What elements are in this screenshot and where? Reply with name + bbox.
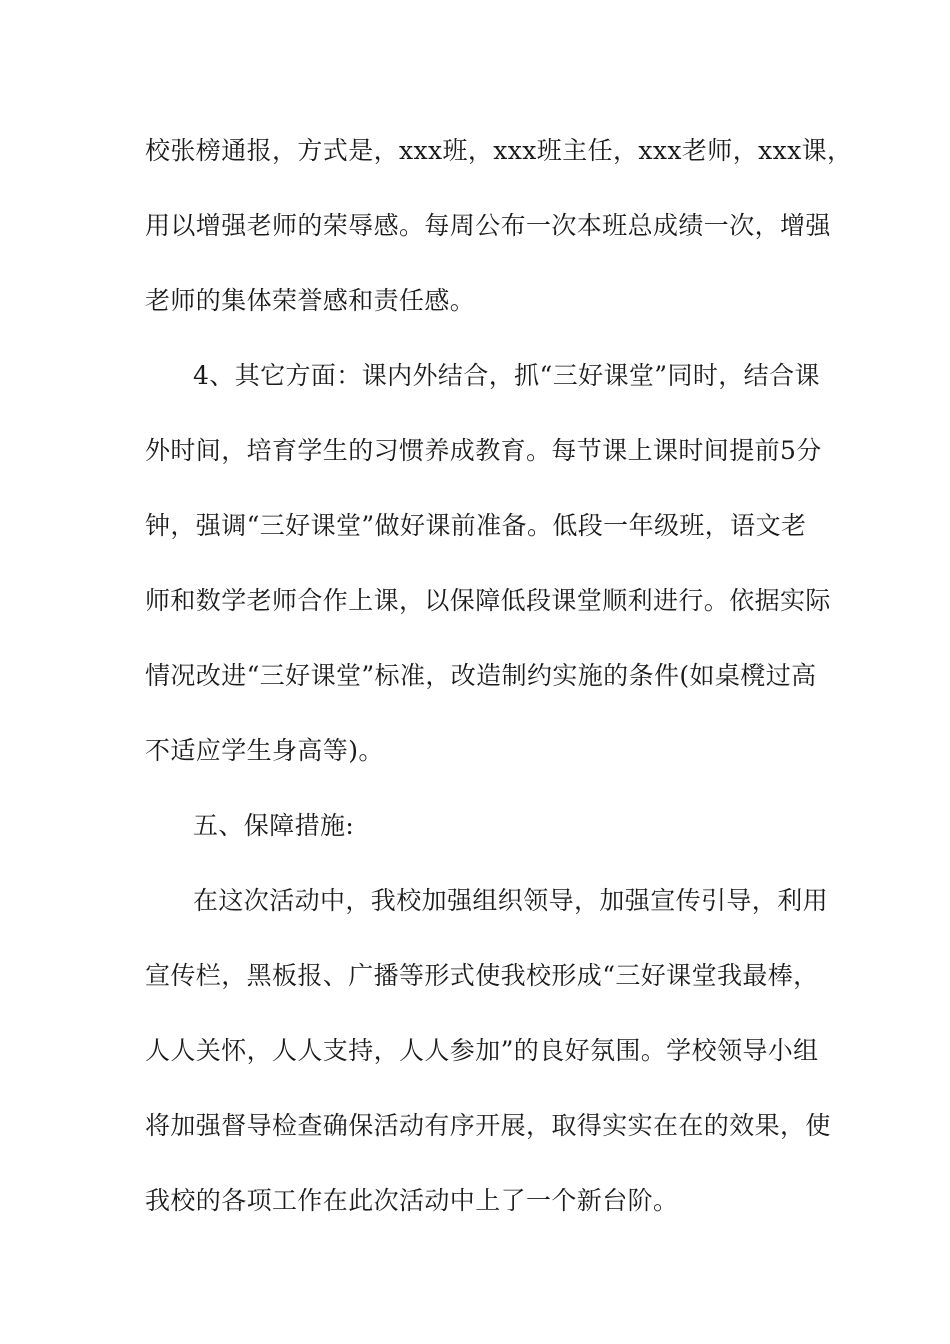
text-line: 情况改进“三好课堂”标准，改造制约实施的条件(如桌櫈过高 [145, 661, 817, 690]
text-line: 宣传栏，黑板报、广播等形式使我校形成“三好课堂我最棒， [145, 961, 819, 990]
text-line: 我校的各项工作在此次活动中上了一个新台阶。 [145, 1186, 679, 1215]
text-line: 用以增强老师的荣辱感。每周公布一次本班总成绩一次，增强 [145, 211, 831, 240]
text-line: 不适应学生身高等)。 [145, 736, 384, 765]
text-line: 钟，强调“三好课堂”做好课前准备。低段一年级班，语文老 [145, 511, 807, 540]
text-line: 校张榜通报，方式是，xxx班，xxx班主任，xxx老师，xxx课， [145, 136, 853, 165]
text-line: 人人关怀，人人支持，人人参加”的良好氛围。学校领导小组 [145, 1036, 819, 1065]
text-line: 外时间，培育学生的习惯养成教育。每节课上课时间提前5分 [145, 436, 822, 465]
text-line: 将加强督导检查确保活动有序开展，取得实实在在的效果，使 [145, 1111, 831, 1140]
text-line: 老师的集体荣誉感和责任感。 [145, 286, 476, 315]
paragraph-first-line: 4、其它方面：课内外结合，抓“三好课堂”同时，结合课 [193, 361, 820, 390]
paragraph-first-line: 在这次活动中，我校加强组织领导，加强宣传引导，利用 [193, 886, 829, 915]
section-heading: 五、保障措施: [193, 811, 355, 840]
text-line: 师和数学老师合作上课，以保障低段课堂顺利进行。依据实际 [145, 586, 831, 615]
